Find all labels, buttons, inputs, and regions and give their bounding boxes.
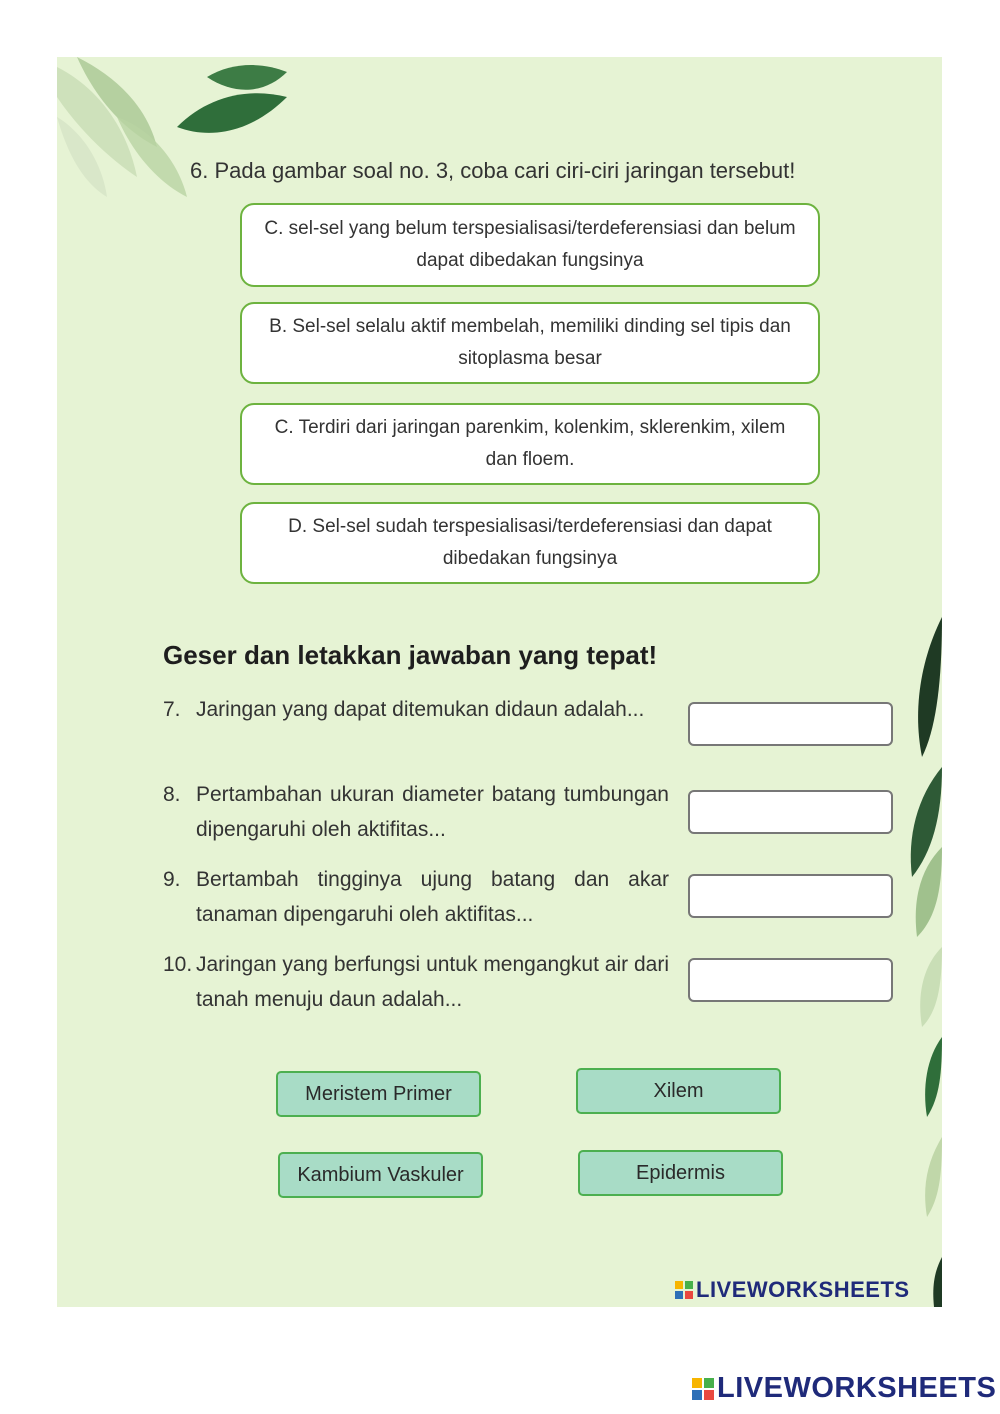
answer-chip-meristem-primer[interactable] <box>276 1071 481 1117</box>
brand-logo-inner <box>675 1277 910 1303</box>
question-8 <box>163 777 669 847</box>
choice-c1-label: C. sel-sel yang belum terspesialisasi/terdeferensiasi dan belum dapat dibedakan fungsinya <box>264 218 796 271</box>
choice-c2-label: C. Terdiri dari jaringan parenkim, kolenkim, sklerenkim, xilem dan floem. <box>274 417 786 470</box>
answer-chip-label: Kambium Vaskuler <box>297 1163 464 1186</box>
drop-zone-9[interactable] <box>688 874 893 918</box>
answer-chip-kambium-vaskuler[interactable] <box>278 1152 483 1198</box>
choice-c1[interactable] <box>240 203 820 287</box>
drop-zone-7[interactable] <box>688 702 893 746</box>
choice-b[interactable] <box>240 302 820 384</box>
drop-zone-10[interactable] <box>688 958 893 1002</box>
question-7-text: Jaringan yang dapat ditemukan didaun adalah... <box>196 698 645 721</box>
question-6-text: 6. Pada gambar soal no. 3, coba cari ciri-ciri jaringan tersebut! <box>190 158 796 183</box>
question-10 <box>163 947 669 1017</box>
question-10-number: 10. <box>163 953 193 976</box>
question-8-text: Pertambahan ukuran diameter batang tumbungan dipengaruhi oleh aktifitas... <box>196 783 669 841</box>
leaf-decoration-top-left <box>57 57 327 207</box>
brand-logo-icon <box>692 1378 714 1400</box>
section-heading: Geser dan letakkan jawaban yang tepat! <box>163 640 658 670</box>
choice-c2[interactable] <box>240 403 820 485</box>
choice-d[interactable] <box>240 502 820 584</box>
answer-chip-epidermis[interactable] <box>578 1150 783 1196</box>
question-9-number: 9. <box>163 868 181 891</box>
answer-chip-label: Epidermis <box>636 1161 725 1184</box>
question-8-number: 8. <box>163 783 181 806</box>
brand-logo-footer[interactable] <box>692 1372 996 1405</box>
question-7-number: 7. <box>163 698 181 721</box>
answer-chip-xilem[interactable] <box>576 1068 781 1114</box>
question-9-text: Bertambah tingginya ujung batang dan akar tanaman dipengaruhi oleh aktifitas... <box>196 868 669 926</box>
answer-chip-label: Xilem <box>653 1079 704 1102</box>
drop-zone-8[interactable] <box>688 790 893 834</box>
brand-name: LIVEWORKSHEETS <box>696 1277 910 1302</box>
choice-d-label: D. Sel-sel sudah terspesialisasi/terdeferensiasi dan dapat dibedakan fungsinya <box>288 516 772 569</box>
choice-b-label: B. Sel-sel selalu aktif membelah, memiliki dinding sel tipis dan sitoplasma besar <box>269 316 791 369</box>
brand-logo-icon <box>675 1281 693 1299</box>
question-7 <box>163 692 669 727</box>
answer-chip-label: Meristem Primer <box>305 1082 452 1105</box>
question-9 <box>163 862 669 932</box>
brand-name: LIVEWORKSHEETS <box>717 1372 997 1404</box>
question-10-text: Jaringan yang berfungsi untuk mengangkut air dari tanah menuju daun adalah... <box>196 953 669 1011</box>
